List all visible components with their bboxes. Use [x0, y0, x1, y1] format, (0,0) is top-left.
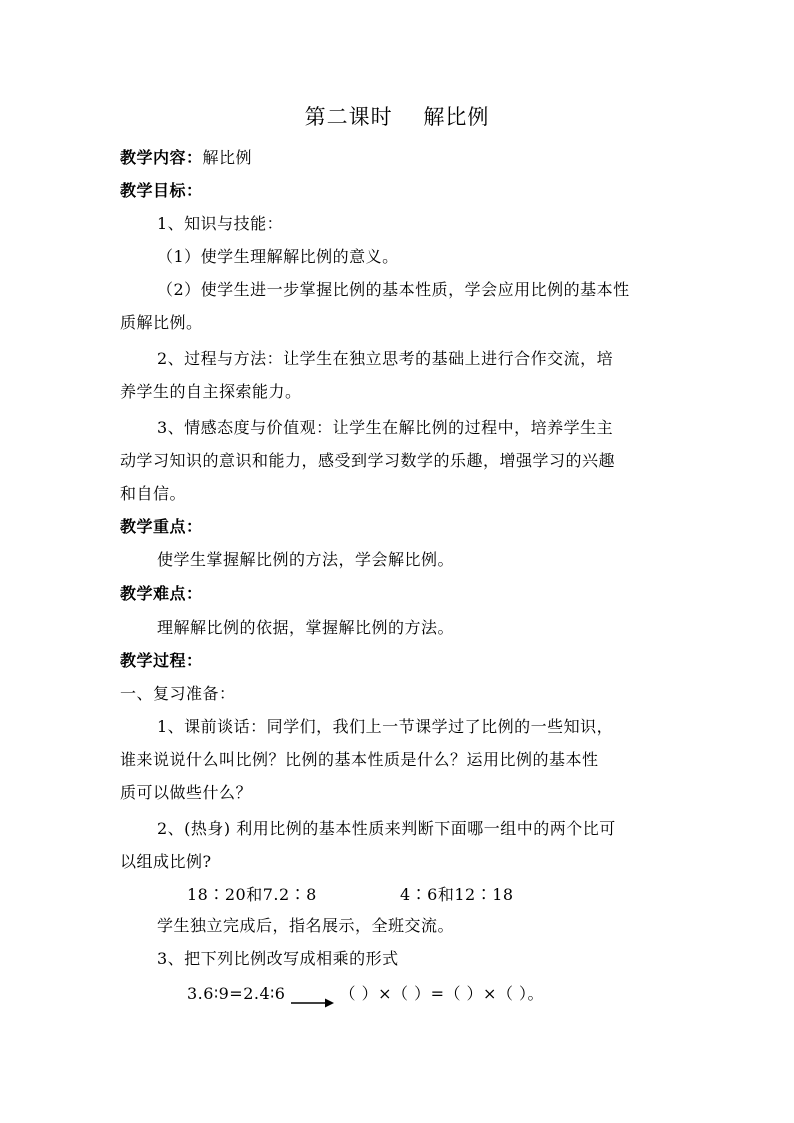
- review-1-line-1: 1、课前谈话：同学们，我们上一节课学过了比例的一些知识，: [157, 717, 614, 736]
- ratio-group-2: 4∶6和12∶18: [400, 885, 514, 904]
- ratio-group-1: 18∶20和7.2∶8: [187, 885, 317, 904]
- right-arrow-icon: [289, 988, 335, 1002]
- objective-1-heading: 1、知识与技能：: [157, 214, 284, 233]
- difficulty-heading: 教学难点：: [120, 584, 203, 603]
- objective-1-item-2-line-2: 质解比例。: [120, 313, 203, 332]
- review-heading: 一、复习准备：: [120, 684, 236, 703]
- proportion-left: 3.6∶9=2.4∶6: [187, 984, 286, 1003]
- content-label: 教学内容：: [120, 148, 203, 167]
- review-2-followup: 学生独立完成后，指名展示，全班交流。: [157, 916, 455, 935]
- proportion-exercise: [187, 977, 677, 1010]
- review-2-line-2: 以组成比例?: [120, 852, 212, 871]
- process-heading: 教学过程：: [120, 651, 203, 670]
- objective-2-line-2: 养学生的自主探索能力。: [120, 382, 302, 401]
- objective-3-line-1: 3、情感态度与价值观：让学生在解比例的过程中，培养学生主: [157, 418, 614, 437]
- key-points-text: 使学生掌握解比例的方法，学会解比例。: [157, 550, 455, 569]
- content-line: [120, 141, 680, 174]
- review-2-line-1: 2、(热身) 利用比例的基本性质来判断下面哪一组中的两个比可: [157, 819, 616, 838]
- objective-3-line-2: 动学习知识的意识和能力，感受到学习数学的乐趣，增强学习的兴趣: [120, 451, 616, 470]
- objectives-heading: 教学目标：: [120, 181, 203, 200]
- review-1-line-3: 质可以做些什么？: [120, 783, 253, 802]
- proportion-blanks: （ ）×（ ）=（ ）×（ ）。: [339, 984, 545, 1003]
- objective-1-item-1: （1）使学生理解解比例的意义。: [157, 247, 399, 266]
- objective-1-item-2-line-1: （2）使学生进一步掌握比例的基本性质，学会应用比例的基本性: [157, 280, 630, 299]
- content-value: 解比例: [202, 148, 253, 167]
- objective-3-line-3: 和自信。: [120, 484, 187, 503]
- difficulty-text: 理解解比例的依据，掌握解比例的方法。: [157, 618, 455, 637]
- review-3-instruction: 3、把下列比例改写成相乘的形式: [157, 949, 399, 968]
- page-title: 第二课时 解比例: [304, 105, 490, 129]
- review-1-line-2: 谁来说说什么叫比例？比例的基本性质是什么？运用比例的基本性: [120, 750, 599, 769]
- key-points-heading: 教学重点：: [120, 517, 203, 536]
- objective-2-line-1: 2、过程与方法：让学生在独立思考的基础上进行合作交流，培: [157, 349, 614, 368]
